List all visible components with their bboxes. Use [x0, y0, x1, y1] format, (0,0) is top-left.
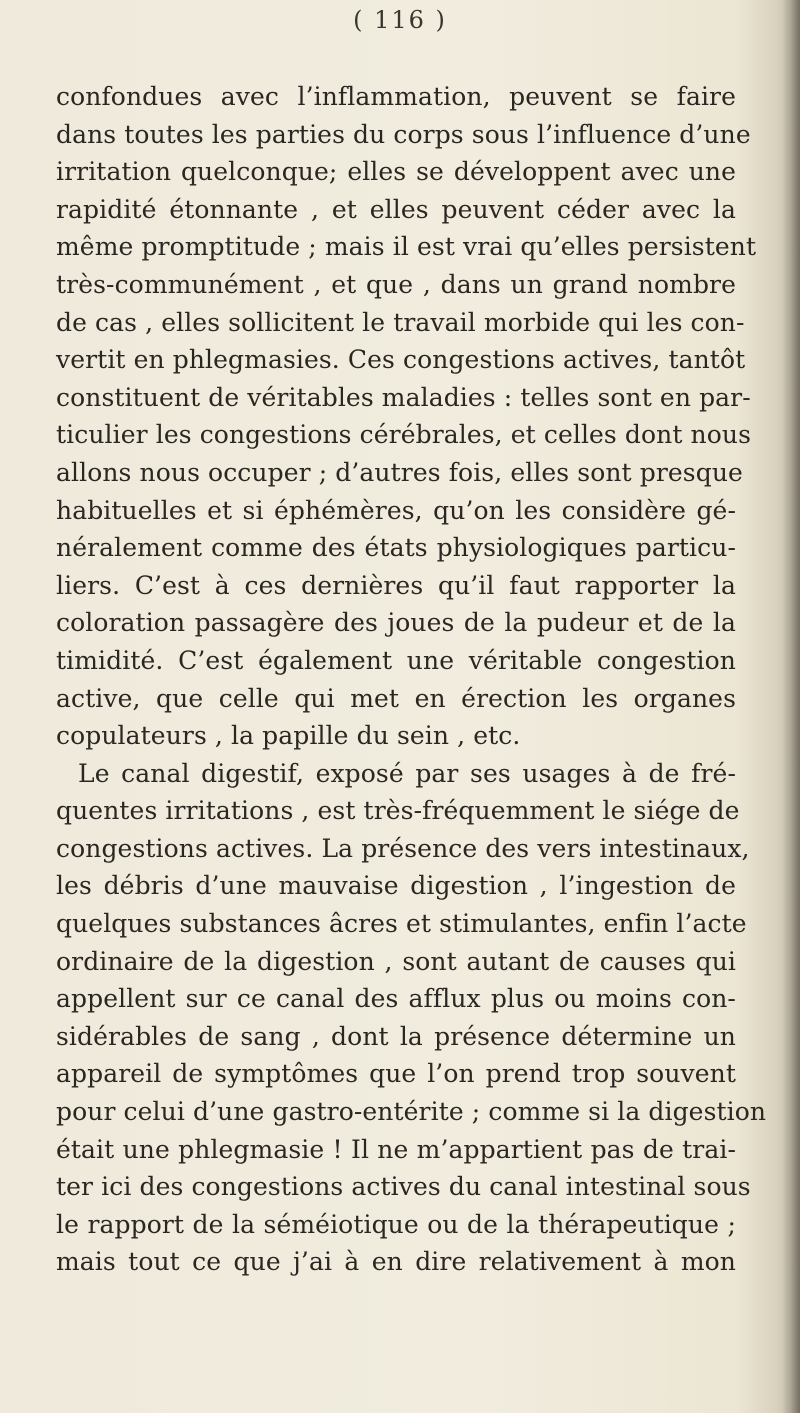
text-line: ordinaire de la digestion , sont autant de causes qui — [56, 946, 736, 976]
text-line: de cas , elles sollicitent le travail morbide qui les con- — [56, 307, 745, 337]
text-line: appellent sur ce canal des afflux plus ou moins con- — [56, 984, 736, 1014]
text-line: confondues avec l’inflammation, peuvent se faire — [56, 82, 736, 111]
text-line: pour celui d’une gastro-entérite ; comme si la digestion — [56, 1097, 767, 1127]
text-line: rapidité étonnante , et elles peuvent céder avec la — [56, 194, 736, 224]
text-line: très-communément , et que , dans un grand nombre — [56, 269, 736, 299]
text-line: le rapport de la séméiotique ou de la thérapeutique ; — [56, 1209, 736, 1239]
text-line: vertit en phlegmasies. Ces congestions actives, tantôt — [56, 345, 746, 375]
text-line: sidérables de sang , dont la présence détermine un — [56, 1021, 736, 1051]
text-line: constituent de véritables maladies : telles sont en par- — [56, 382, 751, 412]
text-line: les débris d’une mauvaise digestion , l’ingestion de — [56, 871, 736, 901]
text-line: active, que celle qui met en érection les organes — [56, 683, 736, 713]
text-line: était une phlegmasie ! Il ne m’appartient pas de trai- — [56, 1134, 736, 1164]
text-line: timidité. C’est également une véritable congestion — [56, 645, 736, 675]
text-line: coloration passagère des joues de la pudeur et de la — [56, 608, 736, 638]
text-line: mais tout ce que j’ai à en dire relativement à mon — [56, 1247, 736, 1277]
text-line: ter ici des congestions actives du canal intestinal sous — [56, 1172, 751, 1202]
text-line: quentes irritations , est très-fréquemment le siége de — [56, 796, 740, 826]
text-line: même promptitude ; mais il est vrai qu’elles persistent — [56, 232, 757, 262]
text-line: ticulier les congestions cérébrales, et celles dont nous — [56, 420, 752, 450]
text-line: allons nous occuper ; d’autres fois, elles sont presque — [56, 457, 743, 487]
text-line: habituelles et si éphémères, qu’on les considère gé- — [56, 495, 736, 525]
page-edge-shadow — [782, 0, 800, 1413]
text-line: quelques substances âcres et stimulantes, enfin l’acte — [56, 909, 747, 939]
text-line: congestions actives. La présence des vers intestinaux, — [56, 833, 750, 863]
text-line: néralement comme des états physiologiques particu- — [56, 533, 736, 563]
paragraph-end-line: copulateurs , la papille du sein , etc. — [56, 721, 521, 751]
text-line: irritation quelconque; elles se développent avec une — [56, 157, 736, 187]
text-line: dans toutes les parties du corps sous l’influence d’une — [56, 119, 751, 149]
text-line: appareil de symptômes que l’on prend trop souvent — [56, 1059, 736, 1089]
body-text — [56, 78, 767, 1281]
paragraph-start-line: Le canal digestif, exposé par ses usages à de fré- — [78, 758, 736, 788]
text-line: liers. C’est à ces dernières qu’il faut rapporter la — [56, 570, 736, 600]
page-number: ( 116 ) — [353, 6, 447, 34]
